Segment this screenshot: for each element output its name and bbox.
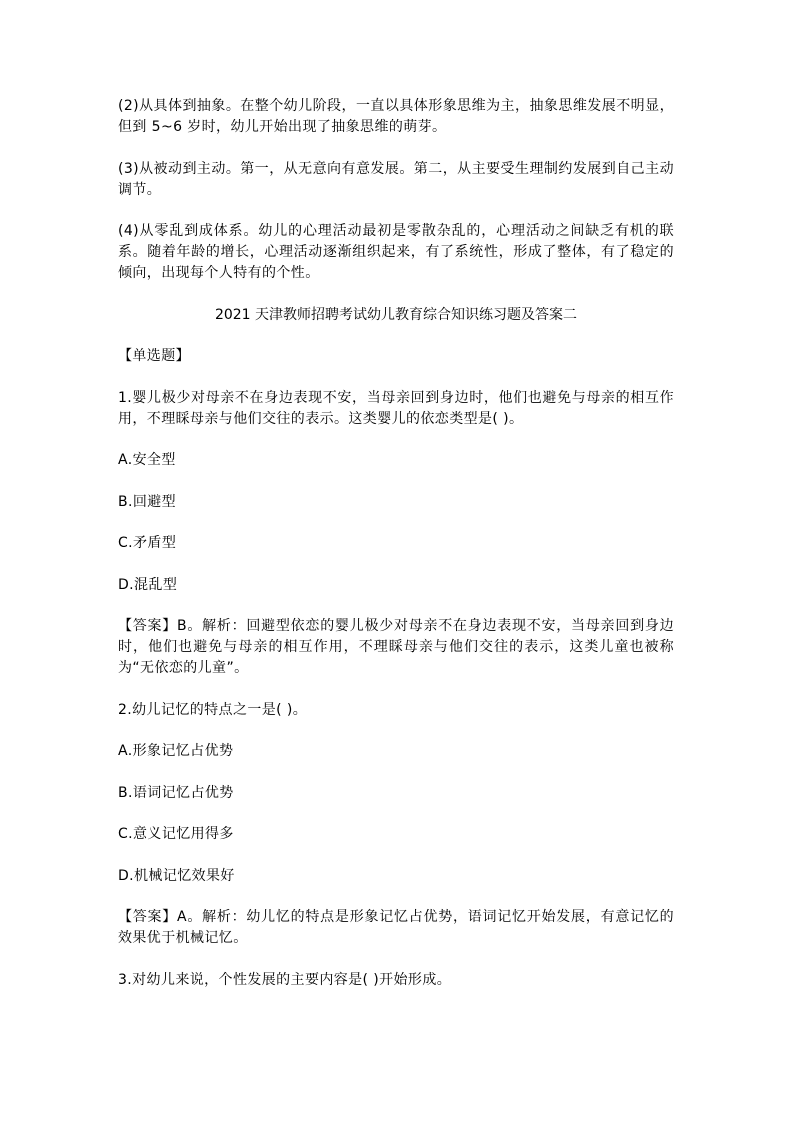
option-d: D.混乱型 — [118, 576, 178, 593]
option-c: C.矛盾型 — [118, 535, 177, 551]
document-title: 2021 天津教师招聘考试幼儿教育综合知识练习题及答案二 — [214, 306, 578, 323]
option-b: B.语词记忆占优势 — [118, 784, 234, 801]
option-a: A.形象记忆占优势 — [118, 743, 234, 759]
answer-explanation: 【答案】A。解析：幼儿忆的特点是形象记忆占优势，语词记忆开始发展，有意记忆的效果优于机械记忆。 — [118, 909, 674, 946]
question-3 — [118, 970, 674, 991]
answer-explanation: 【答案】B。解析：回避型依恋的婴儿极少对母亲不在身边表现不安，当母亲回到身边时，他们也避免与母亲的相互作用，不理睬母亲与他们交往的表示，这类儿童也被称为“无依恋的儿童”。 — [118, 618, 674, 676]
section-label: 【单选题】 — [118, 348, 190, 364]
intro-point-2: (2)从具体到抽象。在整个幼儿阶段，一直以具体形象思维为主，抽象思维发展不明显，但到 5~6 岁时，幼儿开始出现了抽象思维的萌芽。 — [118, 98, 674, 135]
document-page — [118, 96, 674, 1011]
intro-point-4: (4)从零乱到成体系。幼儿的心理活动最初是零散杂乱的，心理活动之间缺乏有机的联系。随着年龄的增长，心理活动逐渐组织起来，有了系统性，形成了整体，有了稳定的倾向，出现每个人特有的个性。 — [118, 223, 674, 281]
question-2 — [118, 700, 674, 950]
option-c: C.意义记忆用得多 — [118, 826, 234, 842]
option-d: D.机械记忆效果好 — [118, 867, 235, 884]
option-b: B.回避型 — [118, 493, 177, 510]
question-stem: 2.幼儿记忆的特点之一是( )。 — [118, 701, 308, 718]
question-stem: 3.对幼儿来说，个性发展的主要内容是( )开始形成。 — [118, 971, 452, 988]
question-stem: 1.婴儿极少对母亲不在身边表现不安，当母亲回到身边时，他们也避免与母亲的相互作用，不理睬母亲与他们交往的表示。这类婴儿的依恋类型是( )。 — [118, 389, 674, 427]
option-a: A.安全型 — [118, 452, 176, 468]
intro-point-3: (3)从被动到主动。第一，从无意向有意发展。第二，从主要受生理制约发展到自己主动调节。 — [118, 160, 674, 198]
question-1 — [118, 388, 674, 680]
